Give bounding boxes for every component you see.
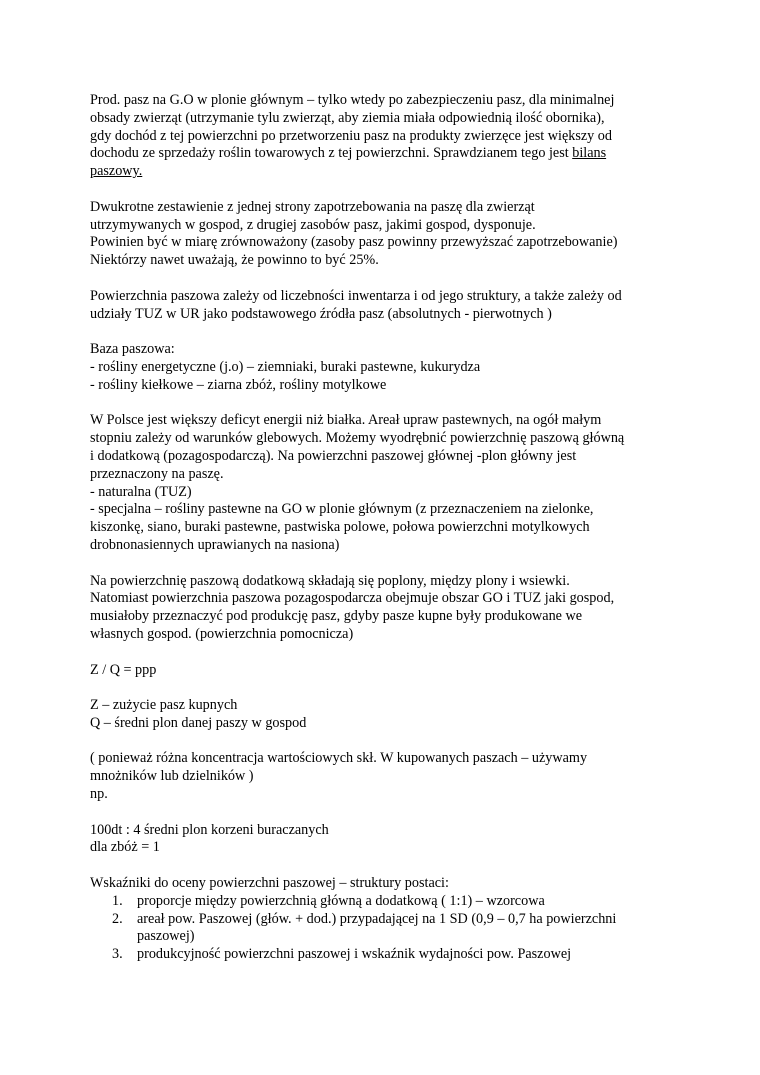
list-item <box>90 911 690 947</box>
paragraph-multipliers <box>90 750 690 803</box>
text-line: i dodatkową (pozagospodarczą). Na powierzchni paszowej głównej -plon główny jest <box>90 447 577 464</box>
document-body <box>90 92 690 964</box>
text-line: paszowej) <box>137 928 195 945</box>
text-line: areał pow. Paszowej (głów. + dod.) przypadającej na 1 SD (0,9 – 0,7 ha powierzchni <box>137 910 617 927</box>
indicators-list <box>90 893 690 964</box>
text-line: Z – zużycie pasz kupnych <box>90 697 238 714</box>
text-line: Niektórzy nawet uważają, że powinno to być 25%. <box>90 252 379 269</box>
text-line: Powierzchnia paszowa zależy od liczebności inwentarza i od jego struktury, a także zależy od <box>90 287 622 304</box>
text-line: Prod. pasz na G.O w plonie głównym – tylko wtedy po zabezpieczeniu pasz, dla minimalnej <box>90 92 615 108</box>
text-line: Wskaźniki do oceny powierzchni paszowej – struktury postaci: <box>90 875 449 892</box>
list-number: 3. <box>112 946 123 963</box>
text-line: - rośliny kiełkowe – ziarna zbóż, rośliny motylkowe <box>90 376 387 393</box>
text-line: przeznaczony na paszę. <box>90 465 224 482</box>
paragraph-poland-deficit <box>90 412 690 554</box>
text-line: dla zbóż = 1 <box>90 839 160 856</box>
text-line: np. <box>90 786 108 803</box>
text-line: utrzymywanych w gospod, z drugiej zasobów pasz, jakimi gospod, dysponuje. <box>90 216 536 233</box>
text-line: - rośliny energetyczne (j.o) – ziemniaki, buraki pastewne, kukurydza <box>90 358 481 375</box>
text-line: W Polsce jest większy deficyt energii niż białka. Areał upraw pastewnych, na ogół małym <box>90 412 602 429</box>
underlined-term: paszowy. <box>90 163 143 180</box>
paragraph-indicators <box>90 875 690 964</box>
paragraph-fodder-base <box>90 341 690 394</box>
text-line: ( ponieważ różna koncentracja wartościowych skł. W kupowanych paszach – używamy <box>90 750 588 767</box>
text-line: Q – średni plon danej paszy w gospod <box>90 714 307 731</box>
list-item <box>90 946 690 964</box>
text-line <box>90 145 690 163</box>
text-line: produkcyjność powierzchni paszowej i wskaźnik wydajności pow. Paszowej <box>137 946 572 963</box>
text-line: proporcje między powierzchnią główną a dodatkową ( 1:1) – wzorcowa <box>137 892 545 909</box>
paragraph-fodder-production <box>90 92 690 181</box>
text-line: kiszonkę, siano, buraki pastewne, pastwiska polowe, połowa powierzchni motylkowych <box>90 519 590 536</box>
list-number: 1. <box>112 892 123 909</box>
text-line: drobnonasiennych uprawianych na nasiona) <box>90 536 340 553</box>
paragraph-additional-area <box>90 573 690 644</box>
text-line: Dwukrotne zestawienie z jednej strony zapotrzebowania na paszę dla zwierząt <box>90 198 535 215</box>
text-segment: dochodu ze sprzedaży roślin towarowych z tej powierzchni. Sprawdzianem tego jest <box>90 145 573 162</box>
text-line: gdy dochód z tej powierzchni po przetworzeniu pasz na produkty zwierzęce jest większy od <box>90 127 612 144</box>
text-line: - naturalna (TUZ) <box>90 483 192 500</box>
text-line: musiałoby przeznaczyć pod produkcję pasz, gdyby pasze kupne były produkowane we <box>90 608 583 625</box>
text-line: Na powierzchnię paszową dodatkową składają się poplony, między plony i wsiewki. <box>90 572 570 589</box>
text-line: stopniu zależy od warunków glebowych. Możemy wyodrębnić powierzchnię paszową główną <box>90 430 625 447</box>
paragraph-fodder-area <box>90 288 690 324</box>
list-item <box>90 893 690 911</box>
text-line: 100dt : 4 średni plon korzeni buraczanych <box>90 821 329 838</box>
paragraph-example <box>90 822 690 858</box>
text-line: Z / Q = ppp <box>90 661 157 678</box>
text-line: - specjalna – rośliny pastewne na GO w plonie głównym (z przeznaczeniem na zielonke, <box>90 501 594 518</box>
text-line: Baza paszowa: <box>90 341 175 358</box>
text-line: Powinien być w miarę zrównoważony (zasoby pasz powinny przewyższać zapotrzebowanie) <box>90 234 618 251</box>
formula-legend <box>90 697 690 733</box>
text-line: własnych gospod. (powierzchnia pomocnicza) <box>90 625 354 642</box>
paragraph-balance-definition <box>90 199 690 270</box>
text-line: obsady zwierząt (utrzymanie tylu zwierząt, aby ziemia miała odpowiednią ilość obornika), <box>90 109 605 126</box>
formula <box>90 662 690 680</box>
text-line: mnożników lub dzielników ) <box>90 768 254 785</box>
text-line: Natomiast powierzchnia paszowa pozagospodarcza obejmuje obszar GO i TUZ jaki gospod, <box>90 590 615 607</box>
text-line: udziały TUZ w UR jako podstawowego źródła pasz (absolutnych - pierwotnych ) <box>90 305 552 322</box>
underlined-term: bilans <box>572 145 607 162</box>
list-number: 2. <box>112 910 123 927</box>
